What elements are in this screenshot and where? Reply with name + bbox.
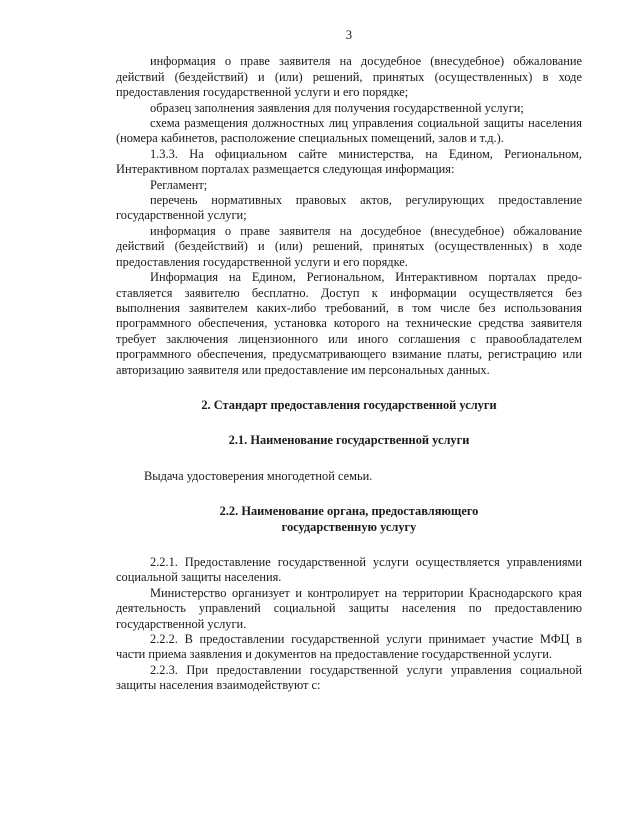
paragraph: схема размещения должностных лиц управления социальной защиты населения (номера кабинетов, расположение специальных помещений, залов и т.д.).: [116, 116, 582, 146]
paragraph: 2.2.2. В предоставлении государственной услуги принимает участие МФЦ в части приема заявления и документов на предоставление государственной услуги.: [116, 632, 582, 662]
paragraph: информация о праве заявителя на досудебное (внесудебное) обжалование действий (бездействий) и (или) решений, принятых (осуществленных) в ходе предоставления государственной услуги и его порядке.: [116, 223, 582, 269]
subsection-heading-line2: государственную услугу: [281, 519, 417, 534]
paragraph: образец заполнения заявления для получения государственной услуги;: [150, 100, 524, 115]
document-page: [116, 28, 582, 694]
paragraph: Информация на Едином, Региональном, Интерактивном порталах предоставляется заявителю бесплатно. Доступ к информации осуществляется без выполнения заявителем каких-либо требований, в том числе без использования программного обеспечения, установка которого на технические средства заявителя требует заключения лицензионного или иного соглашения с правообладателем программного обеспечения, предусматривающего взимание платы, регистрацию или авторизацию заявителя или предоставление им персональных данных.: [116, 270, 582, 377]
paragraph: Выдача удостоверения многодетной семьи.: [144, 468, 373, 483]
page-number: 3: [345, 28, 353, 42]
subsection-heading: 2.1. Наименование государственной услуги: [228, 433, 470, 448]
paragraph: 2.2.3. При предоставлении государственной услуги управления социальной защиты населения взаимодействуют с:: [116, 662, 582, 693]
paragraph: 2.2.1. Предоставление государственной услуги осуществляется управлениями социальной защиты населения.: [116, 554, 582, 585]
paragraph: Регламент;: [150, 177, 208, 192]
subsection-heading: 2.2. Наименование органа, предоставляющего: [219, 504, 479, 519]
paragraph: Министерство организует и контролирует на территории Краснодарского края деятельность управлений социальной защиты населения по предоставлению государственной услуги.: [116, 585, 582, 631]
paragraph: перечень нормативных правовых актов, регулирующих предоставление государственной услуги;: [116, 193, 582, 223]
paragraph: 1.3.3. На официальном сайте министерства, на Едином, Региональном, Интерактивном порталах размещается следующая информация:: [116, 146, 582, 177]
section-heading: 2. Стандарт предоставления государственной услуги: [201, 397, 497, 412]
paragraph: информация о праве заявителя на досудебное (внесудебное) обжалование действий (бездействий) и (или) решений, принятых (осуществленных) в ходе предоставления государственной услуги и его порядке;: [116, 54, 582, 100]
